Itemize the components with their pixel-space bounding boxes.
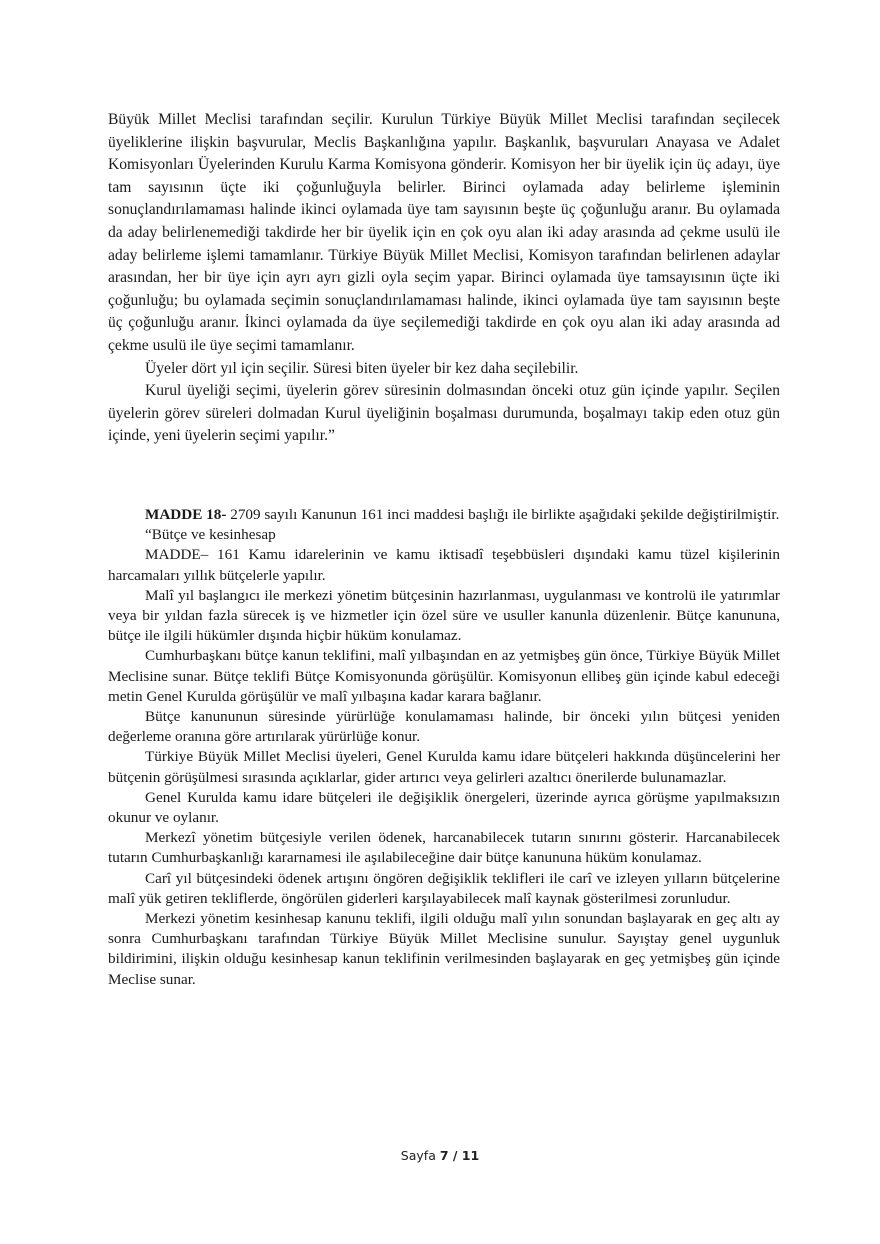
page-number-prefix: Sayfa [400, 1148, 440, 1163]
article-text: 2709 sayılı Kanunun 161 inci maddesi başlığı ile birlikte aşağıdaki şekilde değiştirilmiştir. [226, 506, 780, 523]
paragraph: Malî yıl başlangıcı ile merkezi yönetim bütçesinin hazırlanması, uygulanması ve kontrolü ile yatırımlar veya bir yıldan fazla sürecek iş ve hizmetler için özel süre ve usuller kanunla düzenlenir. Bütçe kanununa, bütçe ile ilgili hükümler dışında hiçbir hüküm konulamaz. [108, 586, 780, 645]
article-18-section [108, 505, 780, 990]
paragraph: Üyeler dört yıl için seçilir. Süresi biten üyeler bir kez daha seçilebilir. [145, 359, 579, 377]
paragraph: Büyük Millet Meclisi tarafından seçilir. Kurulun Türkiye Büyük Millet Meclisi tarafından seçilecek üyeliklerine ilişkin başvurular, Meclis Başkanlığına yapılır. Başkanlık, başvuruları Anayasa ve Adalet Komisyonları Üyelerinden Kurulu Karma Komisyona gönderir. Komisyon her bir üyelik için üç adayı, üye tam sayısının üçte iki çoğunluğuyla belirler. Birinci oylamada aday belirleme işleminin sonuçlandırılamaması halinde ikinci oylamada üye tam sayısının beşte üç çoğunluğu aranır. Bu oylamada da aday belirlenemediği takdirde her bir üyelik için en çok oyu alan iki aday arasında ad çekme usulü ile aday belirleme işlemi tamamlanır. Türkiye Büyük Millet Meclisi, Komisyon tarafından belirlenen adaylar arasından, her bir üye için ayrı ayrı gizli oyla seçim yapar. Birinci oylamada üye tamsayısının üçte iki çoğunluğu; bu oylamada seçimin sonuçlandırılamaması halinde, ikinci oylamada üye tam sayısının beşte üç çoğunluğu aranır. İkinci oylamada da üye seçilemediği takdirde en çok oyu alan iki aday arasında ad çekme usulü ile üye seçimi tamamlanır. [108, 111, 780, 354]
paragraph: Merkezi yönetim kesinhesap kanunu teklifi, ilgili olduğu malî yılın sonundan başlayarak en geç altı ay sonra Cumhurbaşkanı tarafından Türkiye Büyük Millet Meclisine sunulur. Sayıştay genel uygunluk bildirimini, ilişkin olduğu kesinhesap kanun teklifinin verilmesinden başlayarak en geç yetmişbeş gün içinde Meclise sunar. [108, 910, 780, 988]
paragraph: Cumhurbaşkanı bütçe kanun teklifini, malî yılbaşından en az yetmişbeş gün önce, Türkiye Büyük Millet Meclisine sunar. Bütçe teklifi Bütçe Komisyonunda görüşülür. Komisyonun ellibeş gün içinde kabul edeceği metin Genel Kurulda görüşülür ve malî yılbaşına kadar karara bağlanır. [108, 647, 780, 705]
article-intro [108, 505, 780, 525]
paragraph: Carî yıl bütçesindeki ödenek artışını öngören değişiklik teklifleri ile carî ve izleyen yılların bütçelerine malî yük getiren tekliflerde, öngörülen giderleri karşılayabilecek malî kaynak gösterilmesi zorunludur. [108, 869, 780, 907]
article-heading: “Bütçe ve kesinhesap [145, 526, 276, 544]
paragraph: Genel Kurulda kamu idare bütçeleri ile değişiklik önergeleri, üzerinde ayrıca görüşme yapılmaksızın okunur ve oylanır. [108, 788, 780, 827]
paragraph: Merkezî yönetim bütçesiyle verilen ödenek, harcanabilecek tutarın sınırını gösterir. Harcanabilecek tutarın Cumhurbaşkanlığı kararnamesi ile aşılabileceğine dair bütçe kanununa hüküm konulamaz. [108, 829, 780, 867]
page-number: 7 / 11 [439, 1148, 480, 1163]
paragraph: Bütçe kanununun süresinde yürürlüğe konulamaması halinde, bir önceki yılın bütçesi yeniden değerleme oranına göre artırılarak yürürlüğe konur. [108, 708, 780, 746]
article-label: MADDE 18- [145, 506, 227, 523]
continued-section [108, 109, 780, 448]
paragraph: Türkiye Büyük Millet Meclisi üyeleri, Genel Kurulda kamu idare bütçeleri hakkında düşüncelerini her bütçenin görüşülmesi sırasında açıklarlar, gider artırıcı veya gelirleri azaltıcı önerilerde bulunamazlar. [108, 748, 780, 786]
paragraph: Kurul üyeliği seçimi, üyelerin görev süresinin dolmasından önceki otuz gün içinde yapılır. Seçilen üyelerin görev süreleri dolmadan Kurul üyeliğinin boşalması durumunda, boşalmayı takip eden otuz gün içinde, yeni üyelerin seçimi yapılır.” [108, 382, 780, 445]
page-footer [0, 1148, 880, 1163]
paragraph: MADDE– 161 Kamu idarelerinin ve kamu iktisadî teşebbüsleri dışındaki kamu tüzel kişilerinin harcamaları yıllık bütçelerle yapılır. [108, 546, 780, 584]
